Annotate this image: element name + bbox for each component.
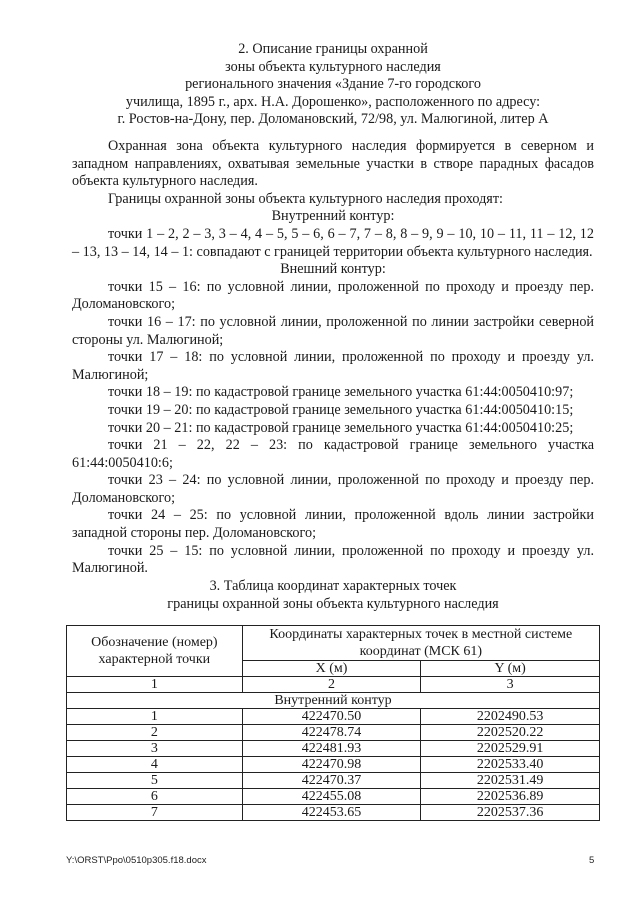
heading-line: зоны объекта культурного наследия — [225, 58, 441, 75]
outer-item: точки 21 – 22, 22 – 23: по кадастровой границе земельного участка 61:44:0050410:6; — [72, 437, 594, 471]
x-value: 422470.37 — [242, 773, 421, 789]
y-value: 2202520.22 — [421, 725, 600, 741]
inner-contour-text: точки 1 – 2, 2 – 3, 3 – 4, 4 – 5, 5 – 6, 6 – 7, 7 – 8, 8 – 9, 9 – 10, 10 – 11, 11 – 12, 12 – 13, 13 – 14, 14 – 1: совпадают с границей территории объекта культурного наследия. — [72, 225, 594, 260]
x-header: X (м) — [242, 661, 421, 677]
col1-header: Обозначение (номер) характерной точки — [67, 626, 243, 677]
x-value: 422455.08 — [242, 789, 421, 805]
outer-item: точки 15 – 16: по условной линии, проложенной по проходу и проезду пер. Доломановского; — [72, 278, 594, 313]
paragraph: Границы охранной зоны объекта культурного наследия проходят: — [108, 190, 503, 207]
table-row — [67, 725, 600, 741]
point-number: 6 — [67, 789, 243, 805]
outer-item: точки 23 – 24: по условной линии, проложенной по проходу и проезду пер. Доломановского; — [72, 472, 594, 506]
outer-item: точки 19 – 20: по кадастровой границе земельного участка 61:44:0050410:15; — [108, 401, 574, 418]
x-value: 422470.98 — [242, 757, 421, 773]
outer-item: точки 17 – 18: по условной линии, проложенной по проходу и проезду ул. Малюгиной; — [72, 349, 594, 383]
section-3-heading — [72, 578, 594, 613]
table-row — [67, 741, 600, 757]
x-value: 422453.65 — [242, 805, 421, 821]
point-number: 7 — [67, 805, 243, 821]
outer-item: точки 16 – 17: по условной линии, проложенной по линии застройки северной стороны ул. Малюгиной; — [72, 313, 594, 348]
point-number: 1 — [67, 709, 243, 725]
heading-line: г. Ростов-на-Дону, пер. Доломановский, 72/98, ул. Малюгиной, литер А — [117, 111, 549, 127]
coordinates-table — [66, 625, 600, 821]
table-row — [67, 757, 600, 773]
heading-line: регионального значения «Здание 7-го городского — [185, 76, 481, 92]
y-value: 2202531.49 — [421, 773, 600, 789]
index-cell: 1 — [67, 677, 243, 693]
y-value: 2202529.91 — [421, 741, 600, 757]
y-value: 2202537.36 — [421, 805, 600, 821]
heading-line: училища, 1895 г., арх. Н.А. Дорошенко», расположенного по адресу: — [125, 93, 541, 110]
x-value: 422481.93 — [242, 741, 421, 757]
y-header: Y (м) — [421, 661, 600, 677]
table-row — [67, 709, 600, 725]
heading-line: 3. Таблица координат характерных точек — [209, 578, 457, 594]
y-value: 2202490.53 — [421, 709, 600, 725]
section-2-body — [72, 138, 594, 578]
section-2-heading — [72, 41, 594, 129]
paragraph: Охранная зона объекта культурного наследия формируется в северном и западном направлениях, охватывая земельные участки в створе парадных фасадов объекта культурного наследия. — [72, 138, 594, 190]
outer-contour-title: Внешний контур: — [280, 261, 386, 278]
footer-file-path: Y:\ORST\Ppo\0510p305.f18.docx — [66, 855, 207, 866]
table-row — [67, 773, 600, 789]
footer-page-number: 5 — [589, 855, 595, 866]
point-number: 3 — [67, 741, 243, 757]
x-value: 422478.74 — [242, 725, 421, 741]
group-row-inner-contour: Внутренний контур — [67, 693, 600, 709]
index-cell: 2 — [242, 677, 421, 693]
y-value: 2202533.40 — [421, 757, 600, 773]
heading-line: 2. Описание границы охранной — [238, 41, 428, 57]
table-row — [67, 805, 600, 821]
outer-item: точки 18 – 19: по кадастровой границе земельного участка 61:44:0050410:97; — [108, 384, 574, 401]
x-value: 422470.50 — [242, 709, 421, 725]
inner-contour-title: Внутренний контур: — [271, 208, 395, 225]
coords-header: Координаты характерных точек в местной системе координат (МСК 61) — [242, 626, 599, 661]
outer-item: точки 24 – 25: по условной линии, проложенной вдоль линии застройки западной стороны пер. Доломановского; — [72, 507, 594, 542]
heading-line: границы охранной зоны объекта культурного наследия — [167, 595, 499, 612]
point-number: 5 — [67, 773, 243, 789]
outer-item: точки 20 – 21: по кадастровой границе земельного участка 61:44:0050410:25; — [108, 419, 574, 436]
table-row — [67, 789, 600, 805]
index-cell: 3 — [421, 677, 600, 693]
y-value: 2202536.89 — [421, 789, 600, 805]
outer-item: точки 25 – 15: по условной линии, проложенной по проходу и проезду ул. Малюгиной. — [72, 542, 594, 577]
point-number: 2 — [67, 725, 243, 741]
point-number: 4 — [67, 757, 243, 773]
